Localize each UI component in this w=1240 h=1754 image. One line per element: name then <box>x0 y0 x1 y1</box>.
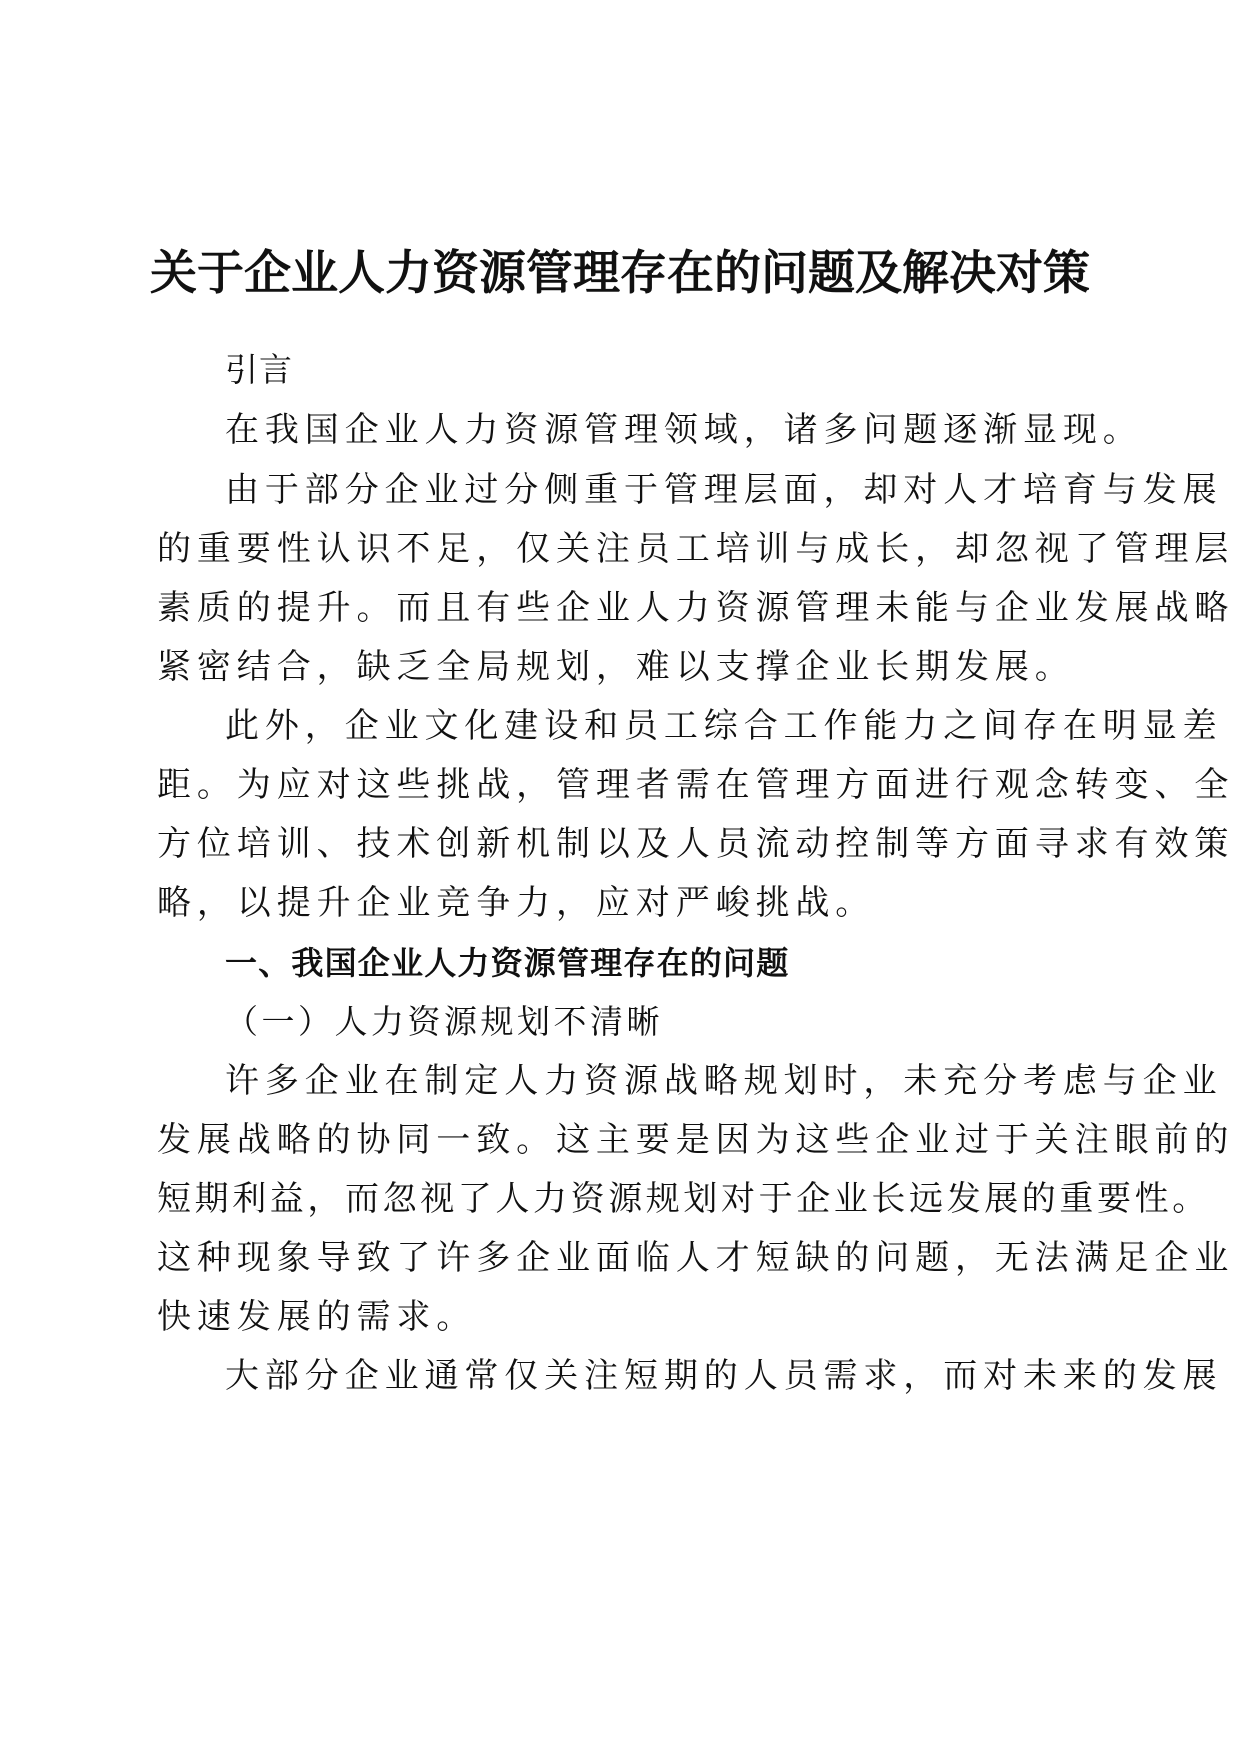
paragraph-line: 许多企业在制定人力资源战略规划时，未充分考虑与企业 <box>225 1061 1223 1101</box>
paragraph-line: 此外，企业文化建设和员工综合工作能力之间存在明显差 <box>225 706 1223 746</box>
paragraph-line: 在我国企业人力资源管理领域，诸多问题逐渐显现。 <box>225 410 1143 450</box>
paragraph-line: 素质的提升。而且有些企业人力资源管理未能与企业发展战略 <box>157 588 1235 628</box>
paragraph-line: 距。为应对这些挑战，管理者需在管理方面进行观念转变、全 <box>157 765 1235 805</box>
paragraph-line: 这种现象导致了许多企业面临人才短缺的问题，无法满足企业 <box>157 1238 1235 1278</box>
paragraph-line: 紧密结合，缺乏全局规划，难以支撑企业长期发展。 <box>157 647 1075 687</box>
paragraph-line: 略，以提升企业竞争力，应对严峻挑战。 <box>157 883 876 923</box>
subsection-heading: （一）人力资源规划不清晰 <box>225 1002 663 1041</box>
paragraph-line: 方位培训、技术创新机制以及人员流动控制等方面寻求有效策 <box>157 824 1235 864</box>
intro-heading: 引言 <box>225 350 293 389</box>
section-heading: 一、我国企业人力资源管理存在的问题 <box>225 944 790 982</box>
paragraph-line: 由于部分企业过分侧重于管理层面，却对人才培育与发展 <box>225 470 1223 510</box>
paragraph-line: 大部分企业通常仅关注短期的人员需求，而对未来的发展 <box>225 1356 1223 1396</box>
paragraph-line: 的重要性认识不足，仅关注员工培训与成长，却忽视了管理层 <box>157 529 1235 569</box>
paragraph-line: 短期利益，而忽视了人力资源规划对于企业长远发展的重要性。 <box>157 1179 1210 1219</box>
paragraph-line: 发展战略的协同一致。这主要是因为这些企业过于关注眼前的 <box>157 1120 1235 1160</box>
document-title: 关于企业人力资源管理存在的问题及解决对策 <box>150 246 1090 301</box>
paragraph-line: 快速发展的需求。 <box>157 1297 477 1337</box>
